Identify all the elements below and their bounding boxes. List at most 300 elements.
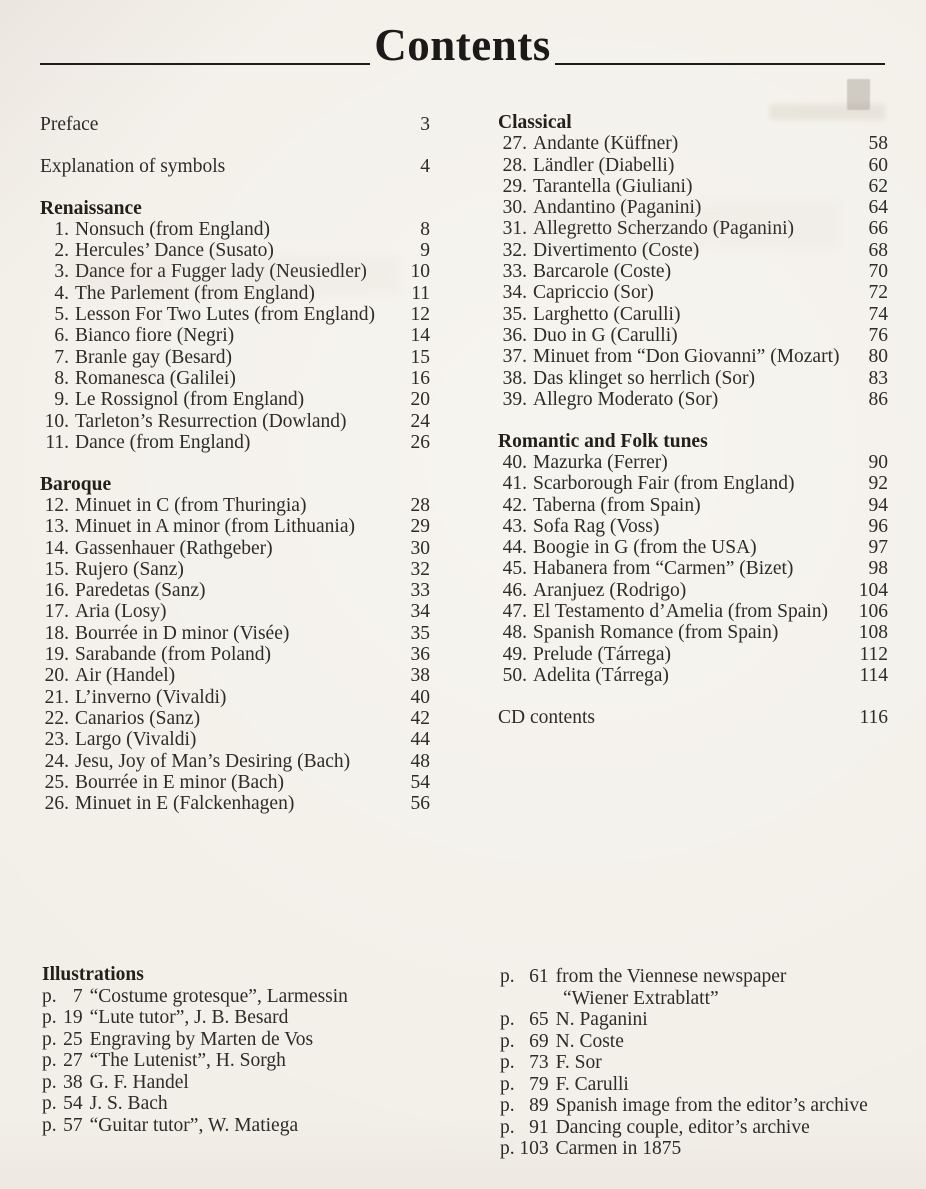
illustration-page-number: 103 xyxy=(519,1138,549,1159)
item-page-number: 86 xyxy=(868,388,888,410)
toc-item-row xyxy=(40,687,430,708)
toc-section xyxy=(40,198,430,454)
illustration-entry xyxy=(42,1050,462,1072)
item-number: 29. xyxy=(502,175,527,197)
item-label xyxy=(40,559,396,580)
item-page-number: 35 xyxy=(410,622,430,644)
item-page-number: 29 xyxy=(410,516,430,538)
toc-item-row xyxy=(40,708,430,729)
section-heading: Renaissance xyxy=(40,197,142,219)
item-number: 27. xyxy=(502,133,527,155)
page-abbrev: p. xyxy=(500,1095,515,1116)
item-page-number: 56 xyxy=(410,793,430,815)
item-number: 34. xyxy=(502,282,527,304)
item-label xyxy=(40,538,396,559)
item-number: 30. xyxy=(502,197,527,219)
item-number: 5. xyxy=(54,304,69,326)
toc-item-row xyxy=(498,368,888,389)
illustration-entry xyxy=(42,1072,462,1094)
illustrations-right xyxy=(500,966,926,1160)
item-label xyxy=(40,432,396,453)
page-header xyxy=(40,20,885,70)
item-label xyxy=(40,389,396,410)
toc-item-row xyxy=(498,261,888,282)
item-title: Nonsuch (from England) xyxy=(75,218,270,240)
page-abbrev: p. xyxy=(42,1007,57,1028)
item-number: 3. xyxy=(54,261,69,283)
item-number: 20. xyxy=(44,665,69,687)
illustration-caption: “Lute tutor”, J. B. Besard xyxy=(89,1007,289,1028)
toc-entry-row xyxy=(40,156,430,177)
toc-item-row xyxy=(498,176,888,197)
item-number: 24. xyxy=(44,750,69,772)
page-abbrev: p. xyxy=(500,1052,515,1073)
item-number: 18. xyxy=(44,622,69,644)
illustration-page-number: 57 xyxy=(63,1114,83,1136)
illustration-caption: G. F. Handel xyxy=(89,1071,189,1093)
item-page-number: 60 xyxy=(868,154,888,176)
item-page-number: 9 xyxy=(420,240,430,262)
item-title: Air (Handel) xyxy=(75,665,176,687)
item-page-number: 12 xyxy=(410,304,430,326)
illustration-entry xyxy=(500,1138,926,1160)
illustration-entry xyxy=(42,1029,462,1051)
item-page-number: 32 xyxy=(410,558,430,580)
item-label xyxy=(40,708,396,729)
item-label xyxy=(40,751,396,772)
item-page-number: 44 xyxy=(410,729,430,751)
illustration-entry xyxy=(42,1007,462,1029)
toc-item-row xyxy=(40,601,430,622)
toc-item-row xyxy=(40,347,430,368)
item-title: Adelita (Tárrega) xyxy=(533,664,669,686)
item-number: 32. xyxy=(502,239,527,261)
illustration-caption: J. S. Bach xyxy=(89,1093,168,1114)
item-label xyxy=(498,133,854,154)
item-page-number: 104 xyxy=(858,579,888,601)
item-number: 47. xyxy=(502,601,527,623)
item-title: Sofa Rag (Voss) xyxy=(533,515,660,537)
item-page-number: 64 xyxy=(868,197,888,219)
page-abbrev: p. xyxy=(500,1116,515,1138)
toc-item-row xyxy=(498,644,888,665)
item-label xyxy=(40,772,396,793)
item-number: 19. xyxy=(44,644,69,666)
item-page-number: 24 xyxy=(410,410,430,432)
item-title: Habanera from “Carmen” (Bizet) xyxy=(533,558,794,580)
entry-label: Explanation of symbols xyxy=(40,155,226,177)
item-label xyxy=(40,580,396,601)
item-page-number: 48 xyxy=(410,750,430,772)
item-title: Andante (Küffner) xyxy=(533,133,679,155)
item-title: Taberna (from Spain) xyxy=(533,494,701,516)
toc-item-row xyxy=(40,389,430,410)
illustration-page-number: 89 xyxy=(529,1095,549,1116)
item-label xyxy=(498,155,854,176)
item-title: Dance for a Fugger lady (Neusiedler) xyxy=(75,261,367,283)
item-page-number: 40 xyxy=(410,686,430,708)
item-page-number: 54 xyxy=(410,771,430,793)
item-page-number: 8 xyxy=(420,218,430,240)
item-label xyxy=(498,282,854,303)
item-page-number: 36 xyxy=(410,644,430,666)
item-title: Ländler (Diabelli) xyxy=(533,154,675,176)
item-title: Andantino (Paganini) xyxy=(533,197,702,219)
item-title: Tarantella (Giuliani) xyxy=(533,175,693,197)
item-number: 26. xyxy=(44,793,69,815)
toc-item-row xyxy=(498,558,888,579)
illustration-page-number: 19 xyxy=(63,1007,83,1028)
item-title: Capriccio (Sor) xyxy=(533,282,654,304)
item-label xyxy=(498,176,854,197)
illustration-caption: “The Lutenist”, H. Sorgh xyxy=(89,1050,286,1071)
item-label xyxy=(498,304,854,325)
item-number: 11. xyxy=(45,431,69,453)
item-title: Dance (from England) xyxy=(75,431,251,453)
toc-item-row xyxy=(40,729,430,750)
item-number: 13. xyxy=(44,516,69,538)
toc-item-row xyxy=(40,623,430,644)
item-page-number: 16 xyxy=(410,367,430,389)
illustration-page-number: 91 xyxy=(529,1116,549,1138)
toc-entry-row xyxy=(40,114,430,135)
item-title: Divertimento (Coste) xyxy=(533,239,700,261)
item-number: 7. xyxy=(54,346,69,368)
toc-item-row xyxy=(498,389,888,410)
item-number: 45. xyxy=(502,558,527,580)
item-number: 15. xyxy=(44,558,69,580)
item-number: 6. xyxy=(54,325,69,347)
illustration-page-number: 25 xyxy=(63,1028,83,1050)
section-heading: Romantic and Folk tunes xyxy=(498,430,708,452)
item-label xyxy=(498,601,854,622)
item-label xyxy=(40,687,396,708)
item-title: Minuet from “Don Giovanni” (Mozart) xyxy=(533,346,840,368)
item-number: 10. xyxy=(44,410,69,432)
item-label xyxy=(40,623,396,644)
item-label xyxy=(498,368,854,389)
item-title: Sarabande (from Poland) xyxy=(75,644,272,666)
item-title: L’inverno (Vivaldi) xyxy=(75,686,227,708)
item-label xyxy=(498,473,854,494)
toc-entry xyxy=(498,707,888,728)
illustration-entry xyxy=(500,1117,926,1139)
item-title: Minuet in A minor (from Lithuania) xyxy=(75,516,355,538)
item-page-number: 30 xyxy=(410,537,430,559)
item-label xyxy=(498,389,854,410)
item-title: Canarios (Sanz) xyxy=(75,707,201,729)
item-number: 25. xyxy=(44,771,69,793)
toc-item-row xyxy=(498,665,888,686)
page-abbrev: p. xyxy=(500,966,515,987)
illustration-caption: “Costume grotesque”, Larmessin xyxy=(89,985,348,1007)
toc-item-row xyxy=(40,516,430,537)
toc-item-row xyxy=(498,452,888,473)
item-page-number: 10 xyxy=(410,261,430,283)
item-title: The Parlement (from England) xyxy=(75,282,315,304)
item-page-number: 114 xyxy=(859,664,888,686)
item-label xyxy=(498,644,854,665)
illustration-caption: Engraving by Marten de Vos xyxy=(89,1028,314,1050)
item-number: 14. xyxy=(44,537,69,559)
item-title: Bourrée in D minor (Visée) xyxy=(75,622,290,644)
toc-item-row xyxy=(498,516,888,537)
toc-item-row xyxy=(40,644,430,665)
illustration-caption: N. Coste xyxy=(555,1030,624,1052)
item-title: Boogie in G (from the USA) xyxy=(533,537,757,559)
page-abbrev: p. xyxy=(42,985,57,1007)
toc-item-row xyxy=(498,346,888,367)
item-title: Larghetto (Carulli) xyxy=(533,303,681,325)
item-page-number: 33 xyxy=(410,580,430,602)
toc-left-column xyxy=(40,114,430,814)
item-page-number: 20 xyxy=(410,389,430,411)
item-title: Das klinget so herrlich (Sor) xyxy=(533,367,756,389)
illustration-caption: Spanish image from the editor’s archive xyxy=(555,1095,868,1116)
item-label xyxy=(40,219,396,240)
item-page-number: 11 xyxy=(411,282,430,304)
item-number: 22. xyxy=(44,707,69,729)
toc-entry xyxy=(40,156,430,177)
item-label xyxy=(498,665,854,686)
toc-item-row xyxy=(498,495,888,516)
item-label xyxy=(498,558,854,579)
item-number: 42. xyxy=(502,494,527,516)
illustration-caption: “Guitar tutor”, W. Matiega xyxy=(89,1114,299,1136)
toc-item-row xyxy=(40,368,430,389)
item-label xyxy=(498,580,854,601)
item-label xyxy=(498,622,854,643)
illustration-entry xyxy=(500,1095,926,1117)
illustration-entry xyxy=(500,1074,926,1096)
item-title: El Testamento d’Amelia (from Spain) xyxy=(533,601,829,623)
item-number: 31. xyxy=(502,218,527,240)
item-page-number: 92 xyxy=(868,473,888,495)
illustration-entry xyxy=(500,966,926,988)
illustration-page-number: 61 xyxy=(529,966,549,987)
item-page-number: 28 xyxy=(410,494,430,516)
toc-item-row xyxy=(498,473,888,494)
item-title: Le Rossignol (from England) xyxy=(75,389,305,411)
item-label xyxy=(40,601,396,622)
item-number: 1. xyxy=(54,218,69,240)
item-page-number: 112 xyxy=(859,643,888,665)
toc-item-row xyxy=(40,304,430,325)
item-title: Aria (Losy) xyxy=(75,601,167,623)
item-label xyxy=(40,644,396,665)
item-page-number: 90 xyxy=(868,451,888,473)
item-title: Branle gay (Besard) xyxy=(75,346,233,368)
toc-item-row xyxy=(40,538,430,559)
page-abbrev: p. xyxy=(500,1138,515,1159)
item-title: Gassenhauer (Rathgeber) xyxy=(75,537,273,559)
illustration-caption: from the Viennese newspaper xyxy=(555,966,787,987)
toc-item-row xyxy=(40,495,430,516)
illustrations-left xyxy=(42,964,462,1136)
item-page-number: 14 xyxy=(410,325,430,347)
toc-item-row xyxy=(40,559,430,580)
toc-item-row xyxy=(40,772,430,793)
item-title: Scarborough Fair (from England) xyxy=(533,473,795,495)
item-label xyxy=(40,665,396,686)
toc-item-row xyxy=(498,537,888,558)
illustration-entry xyxy=(500,1031,926,1053)
item-page-number: 72 xyxy=(868,282,888,304)
item-number: 37. xyxy=(502,346,527,368)
item-label xyxy=(40,347,396,368)
entry-page-number: 4 xyxy=(420,155,430,177)
item-label xyxy=(40,495,396,516)
item-page-number: 96 xyxy=(868,515,888,537)
item-page-number: 34 xyxy=(410,601,430,623)
item-page-number: 74 xyxy=(868,303,888,325)
page-abbrev: p. xyxy=(42,1028,57,1050)
illustration-caption: Dancing couple, editor’s archive xyxy=(555,1116,810,1138)
item-label xyxy=(40,368,396,389)
illustration-entry xyxy=(42,1115,462,1137)
illustration-caption: N. Paganini xyxy=(555,1009,648,1030)
item-title: Bianco fiore (Negri) xyxy=(75,325,235,347)
item-title: Largo (Vivaldi) xyxy=(75,729,197,751)
item-number: 39. xyxy=(502,388,527,410)
item-page-number: 62 xyxy=(868,175,888,197)
illustration-page-number: 73 xyxy=(529,1052,549,1073)
item-label xyxy=(40,516,396,537)
toc-item-row xyxy=(498,133,888,154)
illustration-caption: F. Sor xyxy=(555,1052,602,1073)
toc-item-row xyxy=(498,282,888,303)
page-abbrev: p. xyxy=(42,1093,57,1114)
illustration-caption-continued: “Wiener Extrablatt” xyxy=(563,987,719,1009)
toc-entry-row xyxy=(498,707,888,728)
item-number: 41. xyxy=(502,473,527,495)
item-number: 23. xyxy=(44,729,69,751)
item-title: Allegro Moderato (Sor) xyxy=(533,388,719,410)
toc-item-row xyxy=(498,325,888,346)
item-title: Minuet in E (Falckenhagen) xyxy=(75,793,295,815)
toc-item-row xyxy=(40,411,430,432)
item-number: 21. xyxy=(44,686,69,708)
illustration-caption: Carmen in 1875 xyxy=(555,1138,682,1159)
illustration-page-number: 79 xyxy=(529,1073,549,1095)
item-title: Duo in G (Carulli) xyxy=(533,324,678,346)
item-page-number: 94 xyxy=(868,494,888,516)
toc-section xyxy=(40,474,430,815)
illustration-caption: F. Carulli xyxy=(555,1073,629,1095)
item-page-number: 58 xyxy=(868,133,888,155)
item-label xyxy=(498,452,854,473)
item-page-number: 76 xyxy=(868,324,888,346)
item-label xyxy=(40,304,396,325)
illustration-entry xyxy=(42,1093,462,1115)
toc-item-row xyxy=(40,793,430,814)
show-through-artifact xyxy=(510,200,840,250)
illustration-page-number: 27 xyxy=(63,1050,83,1071)
item-title: Prelude (Tárrega) xyxy=(533,643,672,665)
show-through-artifact xyxy=(770,104,885,120)
item-number: 33. xyxy=(502,261,527,283)
item-number: 49. xyxy=(502,643,527,665)
toc-item-row xyxy=(40,219,430,240)
page-title: Contents xyxy=(374,20,551,70)
toc-section xyxy=(498,112,888,410)
toc-entry xyxy=(40,114,430,135)
item-number: 46. xyxy=(502,579,527,601)
item-number: 4. xyxy=(54,282,69,304)
item-number: 38. xyxy=(502,367,527,389)
illustration-entry xyxy=(500,1052,926,1074)
toc-item-row xyxy=(498,622,888,643)
item-page-number: 106 xyxy=(858,601,888,623)
item-title: Bourrée in E minor (Bach) xyxy=(75,771,285,793)
entry-label: Preface xyxy=(40,114,99,135)
item-title: Lesson For Two Lutes (from England) xyxy=(75,304,375,326)
item-title: Tarleton’s Resurrection (Dowland) xyxy=(75,410,347,432)
show-through-artifact xyxy=(70,255,400,295)
item-title: Mazurka (Ferrer) xyxy=(533,451,668,473)
item-number: 40. xyxy=(502,451,527,473)
toc-item-row xyxy=(498,601,888,622)
entry-page-number: 3 xyxy=(420,114,430,135)
page-abbrev: p. xyxy=(500,1009,515,1030)
item-title: Jesu, Joy of Man’s Desiring (Bach) xyxy=(75,750,351,772)
item-number: 8. xyxy=(54,367,69,389)
item-page-number: 15 xyxy=(410,346,430,368)
item-title: Minuet in C (from Thuringia) xyxy=(75,494,307,516)
item-number: 16. xyxy=(44,580,69,602)
page-abbrev: p. xyxy=(500,1073,515,1095)
toc-item-row xyxy=(40,325,430,346)
illustrations-heading: Illustrations xyxy=(42,964,144,985)
item-label xyxy=(498,516,854,537)
page-abbrev: p. xyxy=(500,1030,515,1052)
item-page-number: 108 xyxy=(858,622,888,644)
item-page-number: 38 xyxy=(410,665,430,687)
item-page-number: 42 xyxy=(410,707,430,729)
page-abbrev: p. xyxy=(42,1071,57,1093)
item-page-number: 26 xyxy=(410,431,430,453)
item-number: 48. xyxy=(502,622,527,644)
item-page-number: 68 xyxy=(868,239,888,261)
illustration-entry xyxy=(500,1009,926,1031)
item-number: 44. xyxy=(502,537,527,559)
toc-item-row xyxy=(40,665,430,686)
toc-item-row xyxy=(498,304,888,325)
toc-item-row xyxy=(40,751,430,772)
item-label xyxy=(498,261,854,282)
item-number: 36. xyxy=(502,324,527,346)
page-abbrev: p. xyxy=(42,1114,57,1136)
item-title: Spanish Romance (from Spain) xyxy=(533,622,779,644)
item-title: Hercules’ Dance (Susato) xyxy=(75,240,274,262)
illustration-page-number: 54 xyxy=(63,1093,83,1114)
section-heading: Classical xyxy=(498,112,572,133)
header-rule-right xyxy=(555,63,885,66)
item-label xyxy=(40,793,396,814)
entry-label: CD contents xyxy=(498,706,595,728)
illustration-page-number: 65 xyxy=(529,1009,549,1030)
item-label xyxy=(40,411,396,432)
item-number: 2. xyxy=(54,240,69,262)
item-number: 35. xyxy=(502,303,527,325)
illustration-page-number: 69 xyxy=(529,1030,549,1052)
item-label xyxy=(498,346,854,367)
item-title: Barcarole (Coste) xyxy=(533,261,672,283)
entry-page-number: 116 xyxy=(859,706,888,728)
item-page-number: 70 xyxy=(868,261,888,283)
item-page-number: 80 xyxy=(868,346,888,368)
item-title: Romanesca (Galilei) xyxy=(75,367,236,389)
